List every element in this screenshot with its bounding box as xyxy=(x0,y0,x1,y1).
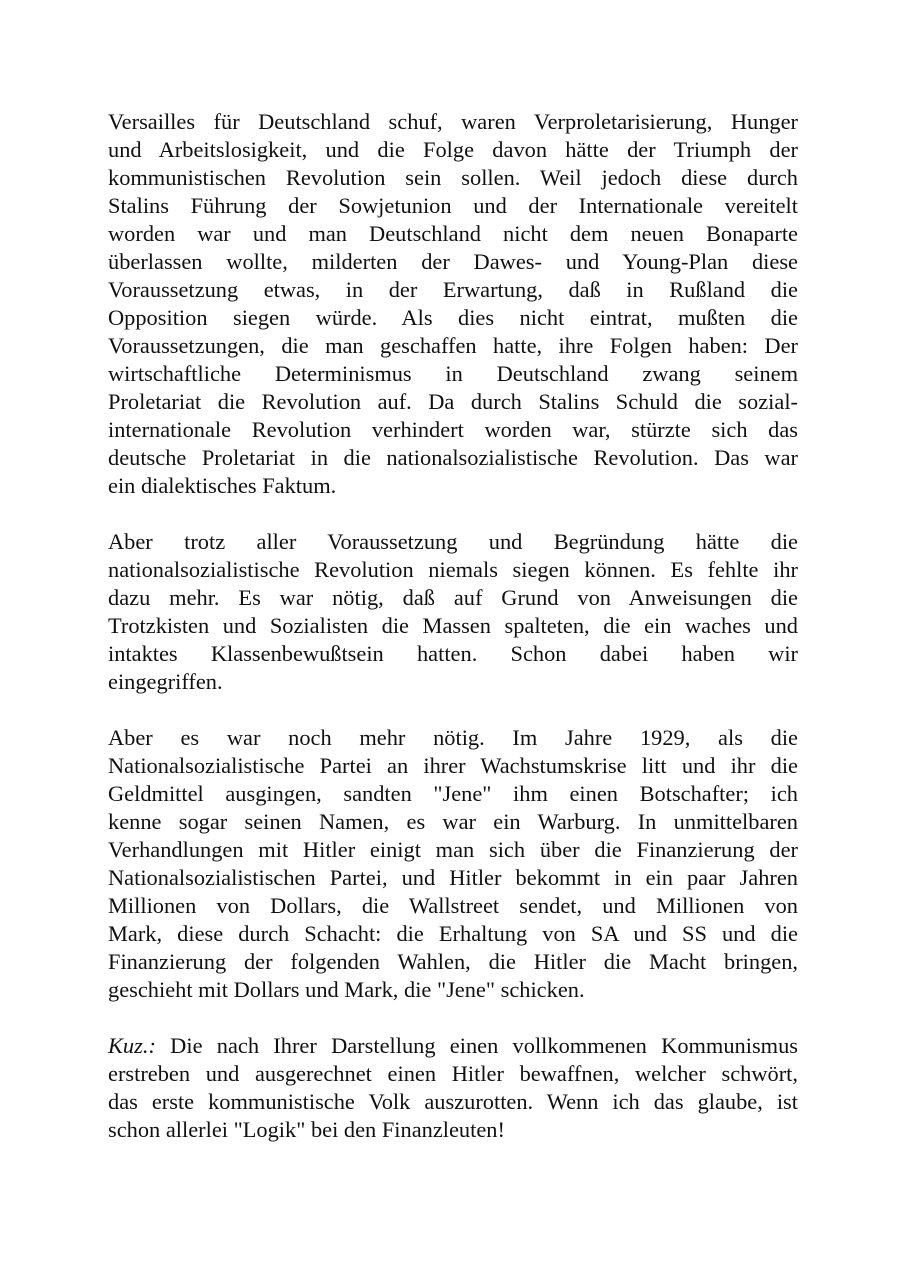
text-line: Voraussetzung etwas, in der Erwartung, daß in Rußland die xyxy=(108,277,798,302)
text-line: Trotzkisten und Sozialisten die Massen spalteten, die ein waches und xyxy=(108,613,798,638)
text-line: Proletariat die Revolution auf. Da durch Stalins Schuld die sozial- xyxy=(108,389,798,414)
text-line: Stalins Führung der Sowjetunion und der Internationale vereitelt xyxy=(108,193,798,218)
paragraph-1 xyxy=(108,108,798,500)
text-line: ein dialektisches Faktum. xyxy=(108,473,337,498)
text-line: das erste kommunistische Volk auszurotten. Wenn ich das glaube, ist xyxy=(108,1089,798,1114)
text-line: intaktes Klassenbewußtsein hatten. Schon dabei haben wir xyxy=(108,641,798,666)
text-line: kenne sogar seinen Namen, es war ein Warburg. In unmittelbaren xyxy=(108,809,798,834)
text-line: geschieht mit Dollars und Mark, die "Jene" schicken. xyxy=(108,977,585,1002)
text-line: Geldmittel ausgingen, sandten "Jene" ihm einen Botschafter; ich xyxy=(108,781,798,806)
text-line: Aber trotz aller Voraussetzung und Begründung hätte die xyxy=(108,529,798,554)
paragraph-2 xyxy=(108,528,798,696)
document-page xyxy=(108,108,798,1144)
text-line: Finanzierung der folgenden Wahlen, die Hitler die Macht bringen, xyxy=(108,949,798,974)
speaker-label: Kuz.: xyxy=(108,1033,156,1058)
text-line xyxy=(108,1032,798,1060)
text-line: Versailles für Deutschland schuf, waren Verproletarisierung, Hunger xyxy=(108,109,798,134)
text-line: nationalsozialistische Revolution niemals siegen können. Es fehlte ihr xyxy=(108,557,798,582)
text-line: Nationalsozialistische Partei an ihrer Wachstumskrise litt und ihr die xyxy=(108,753,798,778)
text-line: Verhandlungen mit Hitler einigt man sich über die Finanzierung der xyxy=(108,837,798,862)
text-line: Nationalsozialistischen Partei, und Hitler bekommt in ein paar Jahren xyxy=(108,865,798,890)
text-line: eingegriffen. xyxy=(108,669,223,694)
text-line: Mark, diese durch Schacht: die Erhaltung von SA und SS und die xyxy=(108,921,798,946)
text-line: überlassen wollte, milderten der Dawes- und Young-Plan diese xyxy=(108,249,798,274)
text-line: Opposition siegen würde. Als dies nicht eintrat, mußten die xyxy=(108,305,798,330)
text-line: kommunistischen Revolution sein sollen. Weil jedoch diese durch xyxy=(108,165,798,190)
text-line: schon allerlei "Logik" bei den Finanzleuten! xyxy=(108,1117,505,1142)
text-line: dazu mehr. Es war nötig, daß auf Grund von Anweisungen die xyxy=(108,585,798,610)
paragraph-3 xyxy=(108,724,798,1004)
text-line: erstreben und ausgerechnet einen Hitler bewaffnen, welcher schwört, xyxy=(108,1061,798,1086)
text-line: internationale Revolution verhindert worden war, stürzte sich das xyxy=(108,417,798,442)
text-line: Millionen von Dollars, die Wallstreet sendet, und Millionen von xyxy=(108,893,798,918)
paragraph-4 xyxy=(108,1032,798,1144)
text-line: Aber es war noch mehr nötig. Im Jahre 1929, als die xyxy=(108,725,798,750)
text-line: worden war und man Deutschland nicht dem neuen Bonaparte xyxy=(108,221,798,246)
text-line: Voraussetzungen, die man geschaffen hatte, ihre Folgen haben: Der xyxy=(108,333,798,358)
text-fragment: Die nach Ihrer Darstellung einen vollkommenen Kommunismus xyxy=(155,1033,798,1058)
text-line: deutsche Proletariat in die nationalsozialistische Revolution. Das war xyxy=(108,445,798,470)
text-line: und Arbeitslosigkeit, und die Folge davon hätte der Triumph der xyxy=(108,137,798,162)
text-line: wirtschaftliche Determinismus in Deutschland zwang seinem xyxy=(108,361,798,386)
